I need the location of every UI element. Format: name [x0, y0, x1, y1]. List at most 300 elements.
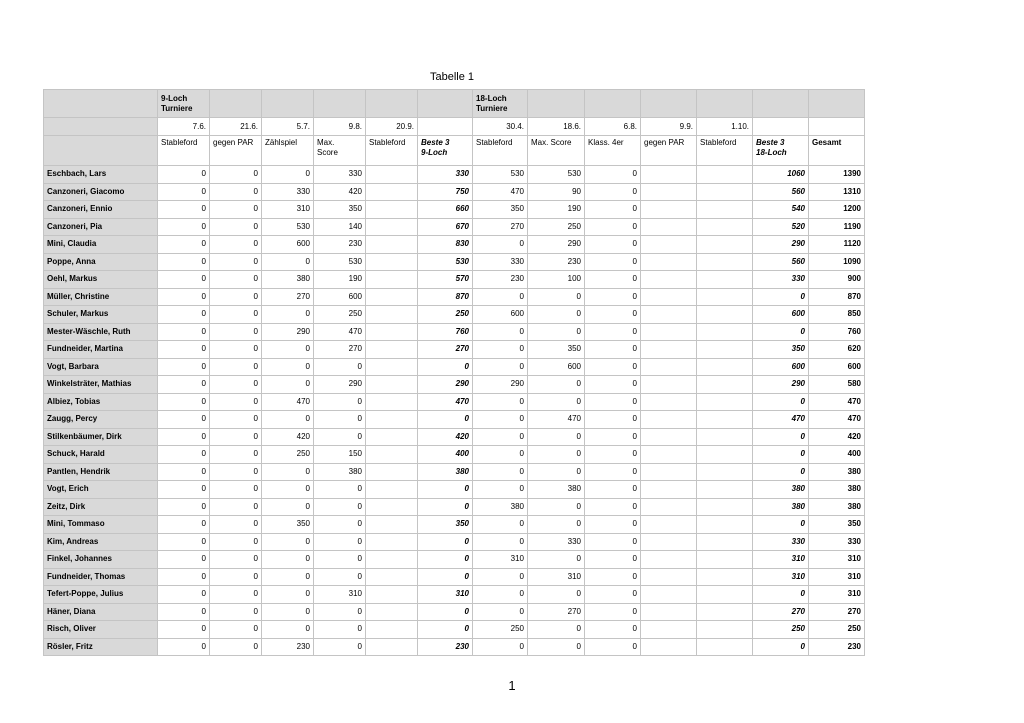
score-cell: 0 — [158, 481, 210, 499]
table-row — [44, 428, 865, 446]
format-header: Stableford — [158, 136, 210, 166]
date-header: 9.8. — [314, 118, 366, 136]
best-3-score: 350 — [418, 516, 473, 534]
player-name: Stilkenbäumer, Dirk — [44, 428, 158, 446]
date-header — [753, 118, 809, 136]
score-cell — [641, 201, 697, 219]
score-cell: 0 — [158, 341, 210, 359]
best-3-score: 310 — [753, 568, 809, 586]
table-row — [44, 288, 865, 306]
date-header: 18.6. — [528, 118, 585, 136]
table-row — [44, 516, 865, 534]
best-3-score: 230 — [418, 638, 473, 656]
score-cell: 0 — [473, 603, 528, 621]
best-3-score: 250 — [418, 306, 473, 324]
total-score: 1200 — [809, 201, 865, 219]
score-cell: 0 — [473, 446, 528, 464]
best-3-score: 290 — [753, 236, 809, 254]
best-3-score: 380 — [753, 498, 809, 516]
date-header: 1.10. — [697, 118, 753, 136]
best-3-score: 330 — [753, 533, 809, 551]
table-row — [44, 271, 865, 289]
player-name: Winkelsträter, Mathias — [44, 376, 158, 394]
score-cell: 0 — [585, 201, 641, 219]
score-cell: 530 — [314, 253, 366, 271]
tournament-group-header — [262, 90, 314, 118]
score-cell: 0 — [585, 446, 641, 464]
score-cell: 290 — [314, 376, 366, 394]
score-cell: 0 — [158, 201, 210, 219]
score-cell — [641, 463, 697, 481]
score-cell: 0 — [262, 341, 314, 359]
score-cell — [641, 411, 697, 429]
score-cell: 0 — [158, 393, 210, 411]
score-cell — [697, 218, 753, 236]
score-cell: 330 — [262, 183, 314, 201]
date-header: 30.4. — [473, 118, 528, 136]
score-cell — [366, 586, 418, 604]
best-3-score: 290 — [753, 376, 809, 394]
best-3-score: 520 — [753, 218, 809, 236]
score-cell: 0 — [262, 498, 314, 516]
score-cell: 470 — [314, 323, 366, 341]
score-cell: 330 — [314, 166, 366, 184]
date-header: 20.9. — [366, 118, 418, 136]
score-cell: 310 — [262, 201, 314, 219]
best-3-score: 420 — [418, 428, 473, 446]
score-cell — [366, 323, 418, 341]
score-cell: 0 — [473, 463, 528, 481]
score-cell: 0 — [210, 183, 262, 201]
player-name: Mini, Tommaso — [44, 516, 158, 534]
score-cell: 250 — [473, 621, 528, 639]
score-cell: 600 — [473, 306, 528, 324]
total-score: 310 — [809, 586, 865, 604]
best-3-score: 570 — [418, 271, 473, 289]
score-cell: 0 — [210, 358, 262, 376]
corner-cell — [44, 90, 158, 118]
score-cell — [697, 201, 753, 219]
score-cell — [641, 288, 697, 306]
score-cell: 0 — [158, 218, 210, 236]
score-cell: 0 — [262, 306, 314, 324]
table-row — [44, 603, 865, 621]
score-cell: 0 — [158, 183, 210, 201]
score-cell: 0 — [585, 393, 641, 411]
score-cell: 0 — [528, 323, 585, 341]
score-cell — [697, 481, 753, 499]
total-score: 1310 — [809, 183, 865, 201]
total-score: 600 — [809, 358, 865, 376]
score-cell — [697, 393, 753, 411]
score-cell — [697, 271, 753, 289]
score-cell: 0 — [528, 446, 585, 464]
table-row — [44, 463, 865, 481]
score-cell — [641, 358, 697, 376]
score-cell: 0 — [210, 498, 262, 516]
score-cell: 0 — [585, 306, 641, 324]
score-cell: 0 — [585, 586, 641, 604]
score-cell: 0 — [262, 358, 314, 376]
score-cell: 420 — [262, 428, 314, 446]
score-cell — [366, 358, 418, 376]
score-cell: 0 — [473, 236, 528, 254]
best-3-score: 560 — [753, 253, 809, 271]
score-cell: 190 — [314, 271, 366, 289]
score-cell: 0 — [528, 621, 585, 639]
score-cell: 0 — [158, 411, 210, 429]
score-cell: 190 — [528, 201, 585, 219]
format-header: Beste 3 18-Loch — [753, 136, 809, 166]
score-cell: 0 — [210, 638, 262, 656]
score-cell: 350 — [262, 516, 314, 534]
total-score: 250 — [809, 621, 865, 639]
tournament-group-header — [210, 90, 262, 118]
score-cell: 380 — [473, 498, 528, 516]
score-cell: 0 — [210, 271, 262, 289]
format-header: Stableford — [697, 136, 753, 166]
score-cell: 0 — [210, 621, 262, 639]
score-cell: 0 — [528, 586, 585, 604]
player-name: Mini, Claudia — [44, 236, 158, 254]
score-cell: 90 — [528, 183, 585, 201]
format-header: gegen PAR — [210, 136, 262, 166]
score-cell: 310 — [314, 586, 366, 604]
best-3-score: 0 — [753, 446, 809, 464]
score-cell: 600 — [262, 236, 314, 254]
player-name: Oehl, Markus — [44, 271, 158, 289]
score-cell — [697, 463, 753, 481]
score-cell: 0 — [262, 551, 314, 569]
best-3-score: 0 — [418, 603, 473, 621]
score-cell: 270 — [528, 603, 585, 621]
score-cell: 0 — [314, 603, 366, 621]
best-3-score: 350 — [753, 341, 809, 359]
score-cell — [641, 428, 697, 446]
score-cell — [641, 533, 697, 551]
score-cell: 330 — [528, 533, 585, 551]
player-name: Risch, Oliver — [44, 621, 158, 639]
format-header: Stableford — [473, 136, 528, 166]
score-cell — [697, 236, 753, 254]
table-row — [44, 621, 865, 639]
score-cell: 0 — [210, 166, 262, 184]
score-cell — [366, 253, 418, 271]
score-cell — [366, 621, 418, 639]
score-cell: 270 — [314, 341, 366, 359]
score-cell — [366, 533, 418, 551]
score-cell: 0 — [210, 288, 262, 306]
total-score: 580 — [809, 376, 865, 394]
score-cell: 0 — [158, 621, 210, 639]
score-cell: 0 — [210, 428, 262, 446]
best-3-score: 470 — [418, 393, 473, 411]
tournament-group-header — [641, 90, 697, 118]
score-cell: 0 — [158, 306, 210, 324]
total-score: 380 — [809, 463, 865, 481]
score-cell — [641, 516, 697, 534]
score-cell — [366, 376, 418, 394]
score-cell: 0 — [210, 218, 262, 236]
format-header: gegen PAR — [641, 136, 697, 166]
score-cell: 0 — [473, 428, 528, 446]
score-cell — [366, 568, 418, 586]
score-cell: 0 — [585, 551, 641, 569]
score-cell — [641, 183, 697, 201]
score-cell: 0 — [528, 551, 585, 569]
score-cell: 0 — [314, 533, 366, 551]
score-cell: 150 — [314, 446, 366, 464]
score-cell: 0 — [158, 446, 210, 464]
score-cell: 0 — [158, 638, 210, 656]
best-3-score: 830 — [418, 236, 473, 254]
score-cell: 0 — [585, 288, 641, 306]
score-cell: 0 — [210, 393, 262, 411]
score-cell: 0 — [473, 638, 528, 656]
score-cell: 0 — [158, 236, 210, 254]
score-cell: 0 — [314, 393, 366, 411]
page-number: 1 — [508, 678, 516, 693]
score-cell: 0 — [473, 568, 528, 586]
score-cell: 250 — [314, 306, 366, 324]
score-cell — [366, 603, 418, 621]
score-cell: 0 — [158, 463, 210, 481]
table-row — [44, 551, 865, 569]
player-name: Fundneider, Martina — [44, 341, 158, 359]
best-3-score: 400 — [418, 446, 473, 464]
table-row — [44, 376, 865, 394]
score-cell: 0 — [585, 323, 641, 341]
total-score: 1190 — [809, 218, 865, 236]
best-3-score: 600 — [753, 306, 809, 324]
table-row — [44, 533, 865, 551]
score-cell: 0 — [210, 481, 262, 499]
total-score: 230 — [809, 638, 865, 656]
score-cell — [366, 481, 418, 499]
score-cell: 0 — [314, 428, 366, 446]
score-cell: 0 — [528, 516, 585, 534]
best-3-score: 0 — [753, 516, 809, 534]
tournament-group-header — [753, 90, 809, 118]
best-3-score: 0 — [418, 533, 473, 551]
score-cell — [641, 323, 697, 341]
total-score: 270 — [809, 603, 865, 621]
date-header: 6.8. — [585, 118, 641, 136]
score-cell — [697, 376, 753, 394]
score-cell: 0 — [210, 376, 262, 394]
best-3-score: 540 — [753, 201, 809, 219]
score-cell: 0 — [210, 411, 262, 429]
score-cell: 230 — [262, 638, 314, 656]
score-cell — [366, 463, 418, 481]
best-3-score: 750 — [418, 183, 473, 201]
score-cell: 600 — [528, 358, 585, 376]
table-row — [44, 446, 865, 464]
table-row — [44, 481, 865, 499]
player-name: Vogt, Barbara — [44, 358, 158, 376]
score-cell: 0 — [473, 516, 528, 534]
score-cell: 310 — [528, 568, 585, 586]
score-cell: 0 — [262, 463, 314, 481]
score-cell: 470 — [262, 393, 314, 411]
score-cell: 0 — [314, 621, 366, 639]
score-cell: 0 — [210, 603, 262, 621]
score-cell: 0 — [585, 463, 641, 481]
score-cell — [366, 271, 418, 289]
score-cell — [366, 638, 418, 656]
type-row-label — [44, 136, 158, 166]
format-header: Klass. 4er — [585, 136, 641, 166]
score-cell — [366, 446, 418, 464]
score-cell: 0 — [585, 183, 641, 201]
score-cell: 140 — [314, 218, 366, 236]
best-3-score: 380 — [418, 463, 473, 481]
player-name: Eschbach, Lars — [44, 166, 158, 184]
score-cell: 0 — [262, 533, 314, 551]
best-3-score: 0 — [418, 568, 473, 586]
score-cell — [697, 358, 753, 376]
score-cell: 380 — [528, 481, 585, 499]
format-header: Beste 3 9-Loch — [418, 136, 473, 166]
score-cell: 0 — [262, 568, 314, 586]
best-3-score: 330 — [418, 166, 473, 184]
date-header: 5.7. — [262, 118, 314, 136]
table-row — [44, 236, 865, 254]
score-cell: 0 — [528, 638, 585, 656]
score-cell: 0 — [210, 341, 262, 359]
score-cell — [641, 306, 697, 324]
table-row — [44, 306, 865, 324]
best-3-score: 0 — [753, 393, 809, 411]
date-header: 7.6. — [158, 118, 210, 136]
score-cell: 0 — [158, 568, 210, 586]
tournament-group-header — [366, 90, 418, 118]
tournament-group-header — [314, 90, 366, 118]
score-cell: 100 — [528, 271, 585, 289]
table-row — [44, 166, 865, 184]
score-cell: 0 — [585, 341, 641, 359]
best-3-score: 270 — [753, 603, 809, 621]
best-3-score: 0 — [753, 428, 809, 446]
format-header: Max. Score — [314, 136, 366, 166]
total-score: 1090 — [809, 253, 865, 271]
score-cell: 0 — [262, 376, 314, 394]
score-cell — [697, 603, 753, 621]
score-cell: 470 — [473, 183, 528, 201]
total-score: 900 — [809, 271, 865, 289]
score-cell: 0 — [473, 341, 528, 359]
table-row — [44, 218, 865, 236]
score-cell: 290 — [528, 236, 585, 254]
score-cell: 0 — [210, 306, 262, 324]
best-3-score: 0 — [418, 481, 473, 499]
date-header — [418, 118, 473, 136]
header-row — [44, 118, 865, 136]
score-cell — [366, 411, 418, 429]
date-row-label — [44, 118, 158, 136]
best-3-score: 560 — [753, 183, 809, 201]
score-cell: 0 — [262, 411, 314, 429]
player-name: Kim, Andreas — [44, 533, 158, 551]
score-cell: 0 — [585, 253, 641, 271]
score-cell — [697, 323, 753, 341]
score-cell: 0 — [158, 516, 210, 534]
total-score: 350 — [809, 516, 865, 534]
table-row — [44, 358, 865, 376]
score-cell: 0 — [528, 306, 585, 324]
score-cell: 0 — [314, 498, 366, 516]
score-cell: 0 — [585, 603, 641, 621]
player-name: Schuck, Harald — [44, 446, 158, 464]
best-3-score: 0 — [418, 498, 473, 516]
format-header: Max. Score — [528, 136, 585, 166]
score-cell: 0 — [585, 638, 641, 656]
total-score: 330 — [809, 533, 865, 551]
player-name: Albiez, Tobias — [44, 393, 158, 411]
score-cell — [697, 288, 753, 306]
player-name: Zeitz, Dirk — [44, 498, 158, 516]
score-cell: 530 — [528, 166, 585, 184]
score-cell: 0 — [585, 533, 641, 551]
tournament-group-header — [697, 90, 753, 118]
score-cell: 470 — [528, 411, 585, 429]
score-cell: 250 — [528, 218, 585, 236]
player-name: Häner, Diana — [44, 603, 158, 621]
score-cell — [641, 341, 697, 359]
player-name: Canzoneri, Ennio — [44, 201, 158, 219]
score-cell: 0 — [158, 498, 210, 516]
score-cell — [641, 253, 697, 271]
score-cell — [366, 306, 418, 324]
score-cell: 0 — [585, 218, 641, 236]
best-3-score: 0 — [753, 288, 809, 306]
score-cell: 0 — [585, 481, 641, 499]
best-3-score: 0 — [753, 638, 809, 656]
score-cell: 230 — [473, 271, 528, 289]
best-3-score: 470 — [753, 411, 809, 429]
score-cell: 350 — [473, 201, 528, 219]
best-3-score: 290 — [418, 376, 473, 394]
score-cell: 270 — [473, 218, 528, 236]
best-3-score: 0 — [753, 586, 809, 604]
best-3-score: 0 — [418, 358, 473, 376]
player-name: Tefert-Poppe, Julius — [44, 586, 158, 604]
score-cell — [641, 271, 697, 289]
score-cell: 0 — [158, 288, 210, 306]
score-cell: 0 — [585, 428, 641, 446]
score-cell: 310 — [473, 551, 528, 569]
header-row — [44, 90, 865, 118]
score-cell — [641, 376, 697, 394]
score-cell: 0 — [210, 516, 262, 534]
total-score: 1120 — [809, 236, 865, 254]
score-table — [43, 89, 865, 656]
score-cell: 0 — [585, 166, 641, 184]
score-cell — [366, 428, 418, 446]
score-cell — [641, 551, 697, 569]
player-name: Mester-Wäschle, Ruth — [44, 323, 158, 341]
score-cell: 0 — [528, 288, 585, 306]
score-cell — [697, 253, 753, 271]
score-cell: 600 — [314, 288, 366, 306]
score-cell: 0 — [158, 358, 210, 376]
score-cell — [366, 341, 418, 359]
score-cell — [697, 638, 753, 656]
score-cell — [366, 201, 418, 219]
score-cell: 290 — [473, 376, 528, 394]
score-cell — [641, 393, 697, 411]
tournament-group-header — [418, 90, 473, 118]
